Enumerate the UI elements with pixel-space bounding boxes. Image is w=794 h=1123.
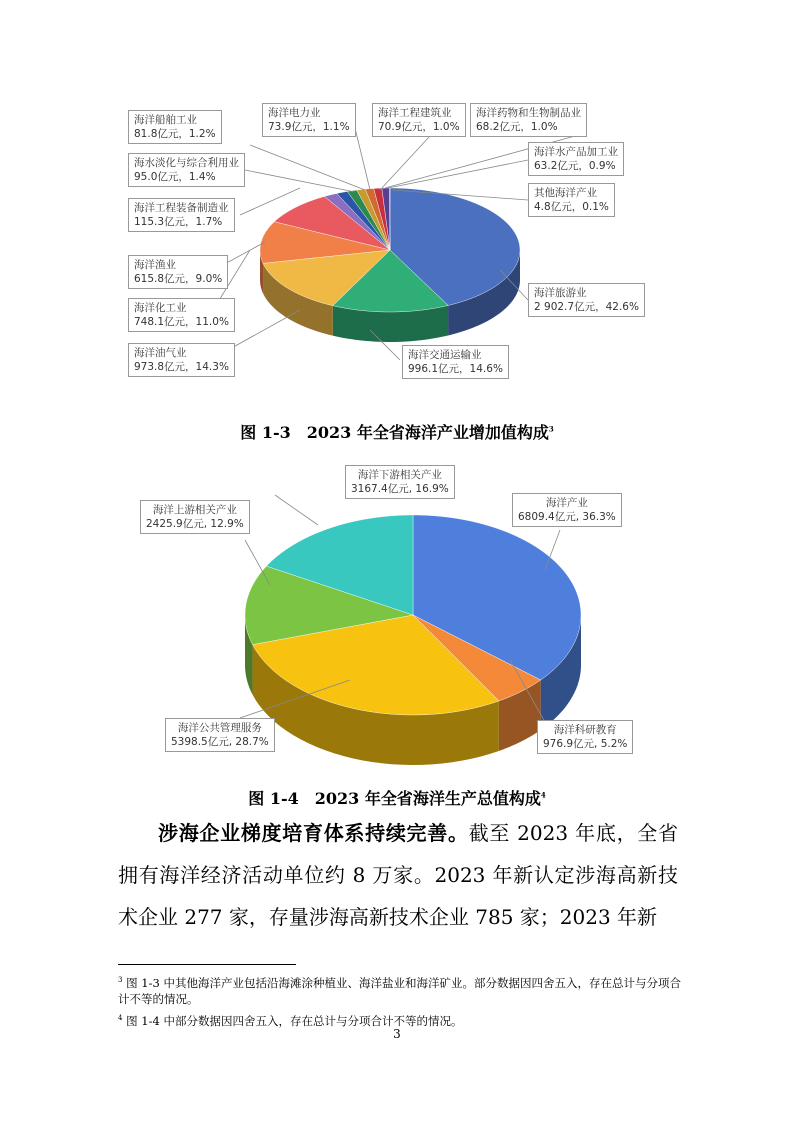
label-fishery: 海洋渔业 615.8亿元，9.0%	[128, 255, 228, 289]
footnote-3: $^3$ 图 1-3 中其他海洋产业包括沿海滩涂种植业、海洋盐业和海洋矿业。部分数据因四舍五入，存在总计与分项合计不等的情况。	[118, 975, 681, 1006]
label-construction: 海洋工程建筑业 70.9亿元，1.0%	[372, 103, 466, 137]
leader-line-2	[380, 136, 430, 190]
label-marine-industry: 海洋产业 6809.4亿元, 36.3%	[512, 493, 622, 527]
leader-line-1	[355, 128, 370, 190]
figure-caption-1-4: 图 1-4 2023 年全省海洋生产总值构成$^4$	[248, 789, 546, 808]
label-downstream: 海洋下游相关产业 3167.4亿元, 16.9%	[345, 465, 455, 499]
label-oil-gas: 海洋油气业 973.8亿元，14.3%	[128, 343, 235, 377]
leader-line-6	[245, 170, 355, 192]
page-number: 3	[393, 1027, 401, 1041]
label-research-education: 海洋科研教育 976.9亿元, 5.2%	[537, 720, 633, 754]
label-chemical: 海洋化工业 748.1亿元，11.0%	[128, 298, 235, 332]
label-transport: 海洋交通运输业 996.1亿元，14.6%	[402, 345, 509, 379]
label-shipbuilding: 海洋船舶工业 81.8亿元，1.2%	[128, 110, 222, 144]
label-power: 海洋电力业 73.9亿元，1.1%	[262, 103, 356, 137]
label-upstream: 海洋上游相关产业 2425.9亿元, 12.9%	[140, 500, 250, 534]
footnote-divider	[118, 964, 296, 965]
leader-line-0	[250, 145, 365, 190]
footnote-4: $^4$ 图 1-4 中部分数据因四舍五入，存在总计与分项合计不等的情况。	[118, 1013, 463, 1028]
label-seafood-processing: 海洋水产品加工业 63.2亿元，0.9%	[528, 142, 624, 176]
paragraph-text: 截至 2023 年底，全省拥有海洋经济活动单位约 8 万家。2023 年新认定涉海高新技术企业 277 家，存量涉海高新技术企业 785 家；2023 年新	[118, 821, 678, 929]
leader-line-13	[275, 495, 318, 525]
label-other: 其他海洋产业 4.8亿元，0.1%	[528, 183, 615, 217]
body-paragraph	[118, 812, 678, 938]
paragraph-lead: 涉海企业梯度培育体系持续完善。	[158, 821, 469, 845]
label-public-service: 海洋公共管理服务 5398.5亿元, 28.7%	[165, 718, 275, 752]
label-desalination: 海水淡化与综合利用业 95.0亿元，1.4%	[128, 153, 245, 187]
label-equipment: 海洋工程装备制造业 115.3亿元，1.7%	[128, 198, 235, 232]
leader-line-4	[388, 160, 528, 188]
label-pharma: 海洋药物和生物制品业 68.2亿元，1.0%	[470, 103, 587, 137]
figure-caption-1-3: 图 1-3 2023 年全省海洋产业增加值构成$^3$	[240, 423, 554, 442]
label-tourism: 海洋旅游业 2 902.7亿元，42.6%	[528, 283, 645, 317]
